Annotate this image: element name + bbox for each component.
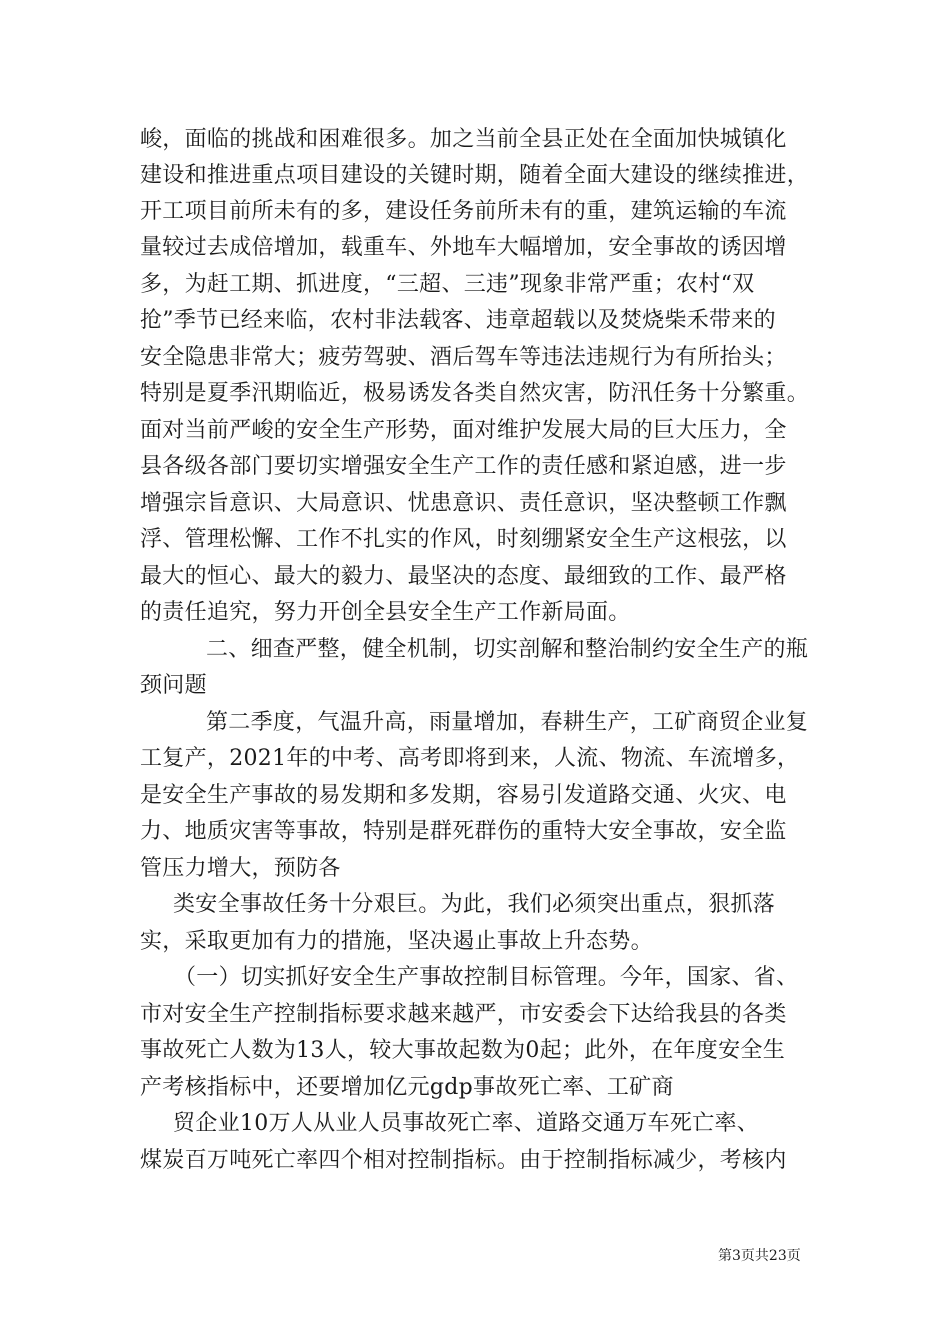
paragraph-line: 类安全事故任务十分艰巨。为此，我们必须突出重点，狠抓落 [173,892,776,917]
paragraph-line: 峻，面临的挑战和困难很多。加之当前全县正处在全面加快城镇化 [140,127,787,152]
paragraph-line: 增强宗旨意识、大局意识、忧患意识、责任意识，坚决整顿工作飘 [140,491,787,516]
paragraph-line: 的责任追究，努力开创全县安全生产工作新局面。 [140,600,631,625]
paragraph-line: 特别是夏季汛期临近，极易诱发各类自然灾害，防汛任务十分繁重。 [140,381,810,406]
paragraph-line: 面对当前严峻的安全生产形势，面对维护发展大局的巨大压力，全 [140,418,787,443]
paragraph-line: 抢”季节已经来临，农村非法载客、违章超载以及焚烧柴禾带来的 [140,308,776,333]
paragraph-line: 量较过去成倍增加，载重车、外地车大幅增加，安全事故的诱因增 [140,235,787,260]
paragraph-line: 管压力增大，预防各 [140,856,341,881]
paragraph-line: 县各级各部门要切实增强安全生产工作的责任感和紧迫感，进一步 [140,454,787,479]
paragraph-line: 建设和推进重点项目建设的关键时期，随着全面大建设的继续推进， [140,163,810,188]
paragraph-line: 浮、管理松懈、工作不扎实的作风，时刻绷紧安全生产这根弦，以 [140,527,787,552]
page-number-footer: 第3页共23页 [718,1248,801,1264]
section-heading-line: 颈问题 [140,673,207,698]
paragraph-line: 工复产，2021年的中考、高考即将到来，人流、物流、车流增多， [140,746,800,771]
paragraph-line: 是安全生产事故的易发期和多发期，容易引发道路交通、火灾、电 [140,783,787,808]
paragraph-line: 力、地质灾害等事故，特别是群死群伤的重特大安全事故，安全监 [140,819,787,844]
paragraph-line: 煤炭百万吨死亡率四个相对控制指标。由于控制指标减少，考核内 [140,1148,787,1173]
paragraph-line: 多，为赶工期、抓进度，“三超、三违”现象非常严重；农村“双 [140,272,755,297]
paragraph-line: （一）切实抓好安全生产事故控制目标管理。今年，国家、省、 [174,965,799,990]
paragraph-line: 实，采取更加有力的措施，坚决遏止事故上升态势。 [140,929,653,954]
paragraph-line: 产考核指标中，还要增加亿元gdp事故死亡率、工矿商 [140,1075,674,1100]
paragraph-line: 事故死亡人数为13人，较大事故起数为0起；此外，在年度安全生 [140,1038,785,1063]
paragraph-line: 最大的恒心、最大的毅力、最坚决的态度、最细致的工作、最严格 [140,564,787,589]
paragraph-line: 开工项目前所未有的多，建设任务前所未有的重，建筑运输的车流 [140,199,787,224]
paragraph-line: 第二季度，气温升高，雨量增加，春耕生产，工矿商贸企业复 [206,710,809,735]
paragraph-line: 市对安全生产控制指标要求越来越严，市安委会下达给我县的各类 [140,1002,787,1027]
section-heading-line: 二、细查严整，健全机制，切实剖解和整治制约安全生产的瓶 [206,637,809,662]
paragraph-line: 贸企业10万人从业人员事故死亡率、道路交通万车死亡率、 [173,1111,760,1136]
paragraph-line: 安全隐患非常大；疲劳驾驶、酒后驾车等违法违规行为有所抬头； [140,345,787,370]
